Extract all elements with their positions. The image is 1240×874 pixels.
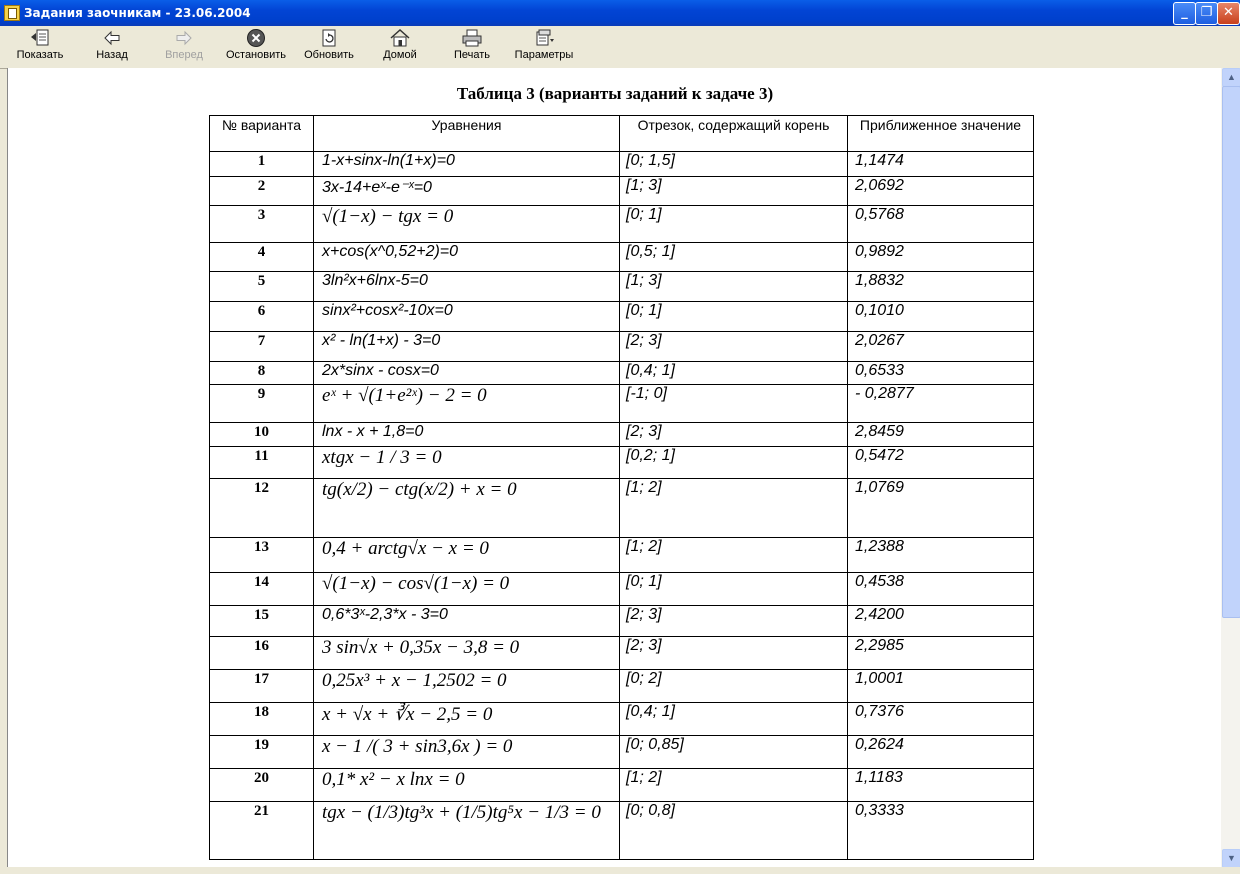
- equation: [314, 703, 620, 736]
- variant-number-text: 10: [254, 424, 269, 440]
- home-button[interactable]: [380, 28, 420, 61]
- approx-value: [848, 243, 1034, 272]
- options-label: Параметры: [514, 49, 574, 61]
- approx-value-text: 0,7376: [855, 703, 904, 720]
- variant-number-text: 7: [257, 333, 266, 349]
- table-row: [210, 703, 1034, 736]
- approx-value-text: 2,0692: [855, 177, 904, 194]
- root-interval: [620, 332, 848, 362]
- table-row: [210, 736, 1034, 769]
- minimize-button[interactable]: _: [1173, 2, 1196, 25]
- equation: [314, 423, 620, 447]
- approx-value-text: 1,1474: [855, 152, 904, 169]
- variant-number: [210, 479, 314, 538]
- equation-text: lnx - x + 1,8=0: [322, 423, 424, 440]
- equation-text: √(1−x) − tgx = 0: [322, 206, 454, 227]
- variant-number-text: 6: [257, 303, 266, 319]
- print-button[interactable]: [452, 28, 492, 61]
- root-interval: [620, 573, 848, 606]
- back-button[interactable]: [92, 28, 132, 61]
- approx-value: [848, 573, 1034, 606]
- header-val: Приближенное значение: [848, 116, 1034, 152]
- approx-value-text: 0,4538: [855, 573, 904, 590]
- variant-number: [210, 152, 314, 177]
- variant-number: [210, 573, 314, 606]
- equation-text: xtgx − 1 / 3 = 0: [322, 447, 442, 468]
- equation: [314, 177, 620, 206]
- refresh-icon: [318, 28, 340, 48]
- approx-value: [848, 206, 1034, 243]
- equation-text: 0,1* x² − x lnx = 0: [322, 769, 465, 790]
- equation: [314, 736, 620, 769]
- root-interval-text: [0; 2]: [626, 670, 662, 687]
- variant-number-text: 5: [257, 273, 266, 289]
- table-row: [210, 802, 1034, 860]
- variant-number-text: 13: [254, 539, 269, 555]
- variant-number: [210, 769, 314, 802]
- variant-number-text: 2: [257, 178, 266, 194]
- root-interval: [620, 769, 848, 802]
- equation: [314, 272, 620, 302]
- approx-value-text: 2,4200: [855, 606, 904, 623]
- root-interval-text: [0; 1]: [626, 573, 662, 590]
- approx-value: [848, 177, 1034, 206]
- table-row: [210, 177, 1034, 206]
- equation: [314, 479, 620, 538]
- variant-number: [210, 302, 314, 332]
- equation: [314, 573, 620, 606]
- approx-value-text: 2,8459: [855, 423, 904, 440]
- equation-text: 3 sin√x + 0,35x − 3,8 = 0: [322, 637, 520, 658]
- equation-text: x² - ln(1+x) - 3=0: [322, 332, 441, 349]
- root-interval: [620, 703, 848, 736]
- variant-number: [210, 703, 314, 736]
- root-interval-text: [0,4; 1]: [626, 362, 675, 379]
- variant-number-text: 14: [254, 574, 269, 590]
- variant-number-text: 19: [254, 737, 269, 753]
- approx-value: [848, 447, 1034, 479]
- equation-text: x − 1 /( 3 + sin3,6x ) = 0: [322, 736, 513, 757]
- maximize-button[interactable]: ❐: [1195, 2, 1218, 25]
- table-row: [210, 538, 1034, 573]
- equation-text: 1-x+sinx-ln(1+x)=0: [322, 152, 455, 169]
- root-interval-text: [2; 3]: [626, 637, 662, 654]
- equation-text: tgx − (1/3)tg³x + (1/5)tg⁵x − 1/3 = 0: [322, 802, 601, 823]
- approx-value: [848, 703, 1034, 736]
- equation: [314, 302, 620, 332]
- table-row: [210, 479, 1034, 538]
- approx-value: [848, 479, 1034, 538]
- variant-number: [210, 637, 314, 670]
- root-interval: [620, 243, 848, 272]
- close-button[interactable]: ✕: [1217, 2, 1240, 25]
- refresh-button[interactable]: [302, 28, 356, 61]
- equation: [314, 637, 620, 670]
- equation: [314, 606, 620, 637]
- variant-number: [210, 606, 314, 637]
- root-interval-text: [0; 1,5]: [626, 152, 675, 169]
- root-interval: [620, 206, 848, 243]
- scroll-thumb[interactable]: [1222, 86, 1240, 618]
- variant-number: [210, 272, 314, 302]
- root-interval-text: [2; 3]: [626, 423, 662, 440]
- approx-value-text: 1,0001: [855, 670, 904, 687]
- variant-number: [210, 538, 314, 573]
- header-eq: Уравнения: [314, 116, 620, 152]
- equation: [314, 802, 620, 860]
- back-label: Назад: [96, 49, 128, 61]
- table-row: [210, 362, 1034, 385]
- vertical-scrollbar[interactable]: [1221, 68, 1240, 867]
- equation: [314, 670, 620, 703]
- home-icon: [389, 28, 411, 48]
- equation: [314, 332, 620, 362]
- root-interval: [620, 479, 848, 538]
- variant-number: [210, 332, 314, 362]
- table-row: [210, 332, 1034, 362]
- variant-number-text: 8: [257, 363, 266, 379]
- approx-value: [848, 769, 1034, 802]
- table-row: [210, 206, 1034, 243]
- approx-value: [848, 736, 1034, 769]
- approx-value: [848, 606, 1034, 637]
- table-row: [210, 637, 1034, 670]
- approx-value: [848, 272, 1034, 302]
- options-button[interactable]: [512, 28, 576, 61]
- table-row: [210, 243, 1034, 272]
- approx-value-text: 0,3333: [855, 802, 904, 819]
- approx-value: [848, 152, 1034, 177]
- variant-number: [210, 385, 314, 423]
- root-interval: [620, 538, 848, 573]
- root-interval: [620, 606, 848, 637]
- root-interval-text: [0,4; 1]: [626, 703, 675, 720]
- variant-number: [210, 736, 314, 769]
- app-icon: [4, 5, 20, 21]
- root-interval-text: [0,2; 1]: [626, 447, 675, 464]
- root-interval: [620, 637, 848, 670]
- stop-icon: [245, 28, 267, 48]
- root-interval: [620, 152, 848, 177]
- equation-text: √(1−x) − cos√(1−x) = 0: [322, 573, 510, 594]
- forward-arrow-icon: [173, 28, 195, 48]
- approx-value: [848, 670, 1034, 703]
- variant-number-text: 18: [254, 704, 269, 720]
- table-row: [210, 447, 1034, 479]
- approx-value-text: 1,0769: [855, 479, 904, 496]
- root-interval-text: [2; 3]: [626, 332, 662, 349]
- root-interval: [620, 423, 848, 447]
- printer-icon: [461, 28, 483, 48]
- variant-number-text: 12: [254, 480, 269, 496]
- print-label: Печать: [453, 49, 491, 61]
- show-panel-icon: [29, 28, 51, 48]
- equation-text: 3ln²x+6lnx-5=0: [322, 272, 428, 289]
- approx-value-text: 0,6533: [855, 362, 904, 379]
- approx-value: [848, 302, 1034, 332]
- root-interval: [620, 736, 848, 769]
- header-num: № варианта: [210, 116, 314, 152]
- forward-button[interactable]: [162, 28, 206, 61]
- equation-text: sinx²+cosx²-10x=0: [322, 302, 453, 319]
- forward-label: Вперед: [165, 49, 203, 61]
- table-header-row: [210, 116, 1034, 152]
- root-interval: [620, 802, 848, 860]
- approx-value: [848, 802, 1034, 860]
- document-view: [7, 68, 1222, 867]
- equation: [314, 385, 620, 423]
- variant-number: [210, 670, 314, 703]
- root-interval-text: [0; 0,85]: [626, 736, 684, 753]
- variant-number: [210, 206, 314, 243]
- toolbar: [0, 26, 1240, 69]
- equation: [314, 362, 620, 385]
- scroll-down-arrow-icon[interactable]: ▼: [1222, 849, 1240, 868]
- back-arrow-icon: [101, 28, 123, 48]
- approx-value-text: 1,8832: [855, 272, 904, 289]
- approx-value-text: 0,9892: [855, 243, 904, 260]
- approx-value: [848, 332, 1034, 362]
- approx-value: [848, 538, 1034, 573]
- table-row: [210, 302, 1034, 332]
- refresh-label: Обновить: [304, 49, 354, 61]
- approx-value: [848, 423, 1034, 447]
- equation: [314, 447, 620, 479]
- bottom-frame: [0, 867, 1240, 874]
- variant-number-text: 3: [257, 207, 266, 223]
- variant-number: [210, 243, 314, 272]
- variant-number-text: 1: [257, 153, 266, 169]
- title-bar: [0, 0, 1240, 26]
- approx-value-text: - 0,2877: [855, 385, 914, 402]
- root-interval-text: [1; 3]: [626, 177, 662, 194]
- root-interval-text: [2; 3]: [626, 606, 662, 623]
- root-interval: [620, 177, 848, 206]
- root-interval: [620, 670, 848, 703]
- variant-number: [210, 177, 314, 206]
- table-row: [210, 573, 1034, 606]
- variant-number-text: 9: [257, 386, 266, 402]
- variant-number-text: 16: [254, 638, 269, 654]
- root-interval-text: [0; 1]: [626, 302, 662, 319]
- table-row: [210, 272, 1034, 302]
- variant-number: [210, 447, 314, 479]
- approx-value: [848, 362, 1034, 385]
- table-row: [210, 385, 1034, 423]
- approx-value-text: 2,0267: [855, 332, 904, 349]
- root-interval-text: [0,5; 1]: [626, 243, 675, 260]
- table-row: [210, 670, 1034, 703]
- tasks-table: [209, 115, 1034, 860]
- equation-text: 0,4 + arctg√x − x = 0: [322, 538, 489, 559]
- header-seg: Отрезок, содержащий корень: [620, 116, 848, 152]
- variant-number-text: 17: [254, 671, 269, 687]
- stop-label: Остановить: [225, 49, 287, 61]
- root-interval-text: [1; 3]: [626, 272, 662, 289]
- approx-value-text: 0,5472: [855, 447, 904, 464]
- equation-text: 0,25x³ + x − 1,2502 = 0: [322, 670, 507, 691]
- equation: [314, 243, 620, 272]
- variant-number-text: 20: [254, 770, 269, 786]
- table-row: [210, 769, 1034, 802]
- scroll-up-arrow-icon[interactable]: ▲: [1222, 68, 1240, 87]
- root-interval-text: [1; 2]: [626, 769, 662, 786]
- equation-text: 3x-14+eˣ-e⁻ˣ=0: [322, 179, 432, 196]
- equation: [314, 206, 620, 243]
- root-interval-text: [0; 1]: [626, 206, 662, 223]
- approx-value-text: 2,2985: [855, 637, 904, 654]
- equation-text: x + √x + ∛x − 2,5 = 0: [322, 704, 493, 725]
- equation-text: x+cos(x^0,52+2)=0: [322, 243, 459, 260]
- variant-number: [210, 423, 314, 447]
- approx-value-text: 1,1183: [855, 769, 903, 786]
- approx-value: [848, 385, 1034, 423]
- root-interval: [620, 385, 848, 423]
- home-label: Домой: [383, 49, 417, 61]
- approx-value-text: 0,2624: [855, 736, 904, 753]
- table-row: [210, 152, 1034, 177]
- approx-value: [848, 637, 1034, 670]
- root-interval-text: [-1; 0]: [626, 385, 667, 402]
- approx-value-text: 0,1010: [855, 302, 904, 319]
- root-interval-text: [0; 0,8]: [626, 802, 675, 819]
- equation-text: eˣ + √(1+e²ˣ) − 2 = 0: [322, 385, 487, 406]
- equation-text: 2x*sinx - cosx=0: [322, 362, 439, 379]
- equation: [314, 538, 620, 573]
- window-title: Задания заочникам - 23.06.2004: [24, 6, 251, 20]
- variant-number-text: 4: [257, 244, 266, 260]
- stop-button[interactable]: [224, 28, 288, 61]
- variant-number-text: 11: [254, 448, 269, 464]
- approx-value-text: 1,2388: [855, 538, 904, 555]
- root-interval: [620, 302, 848, 332]
- root-interval-text: [1; 2]: [626, 538, 662, 555]
- root-interval-text: [1; 2]: [626, 479, 662, 496]
- table-row: [210, 423, 1034, 447]
- approx-value-text: 0,5768: [855, 206, 904, 223]
- options-icon: [533, 28, 555, 48]
- show-button[interactable]: [14, 28, 66, 61]
- variant-number-text: 21: [254, 803, 269, 819]
- equation-text: tg(x/2) − ctg(x/2) + x = 0: [322, 479, 517, 500]
- equation: [314, 769, 620, 802]
- root-interval: [620, 362, 848, 385]
- variant-number: [210, 362, 314, 385]
- equation: [314, 152, 620, 177]
- variant-number-text: 15: [254, 607, 269, 623]
- table-heading: Таблица 3 (варианты заданий к задаче 3): [456, 84, 774, 103]
- equation-text: 0,6*3ˣ-2,3*x - 3=0: [322, 606, 448, 623]
- show-label: Показать: [16, 49, 64, 61]
- root-interval: [620, 447, 848, 479]
- variant-number: [210, 802, 314, 860]
- table-row: [210, 606, 1034, 637]
- root-interval: [620, 272, 848, 302]
